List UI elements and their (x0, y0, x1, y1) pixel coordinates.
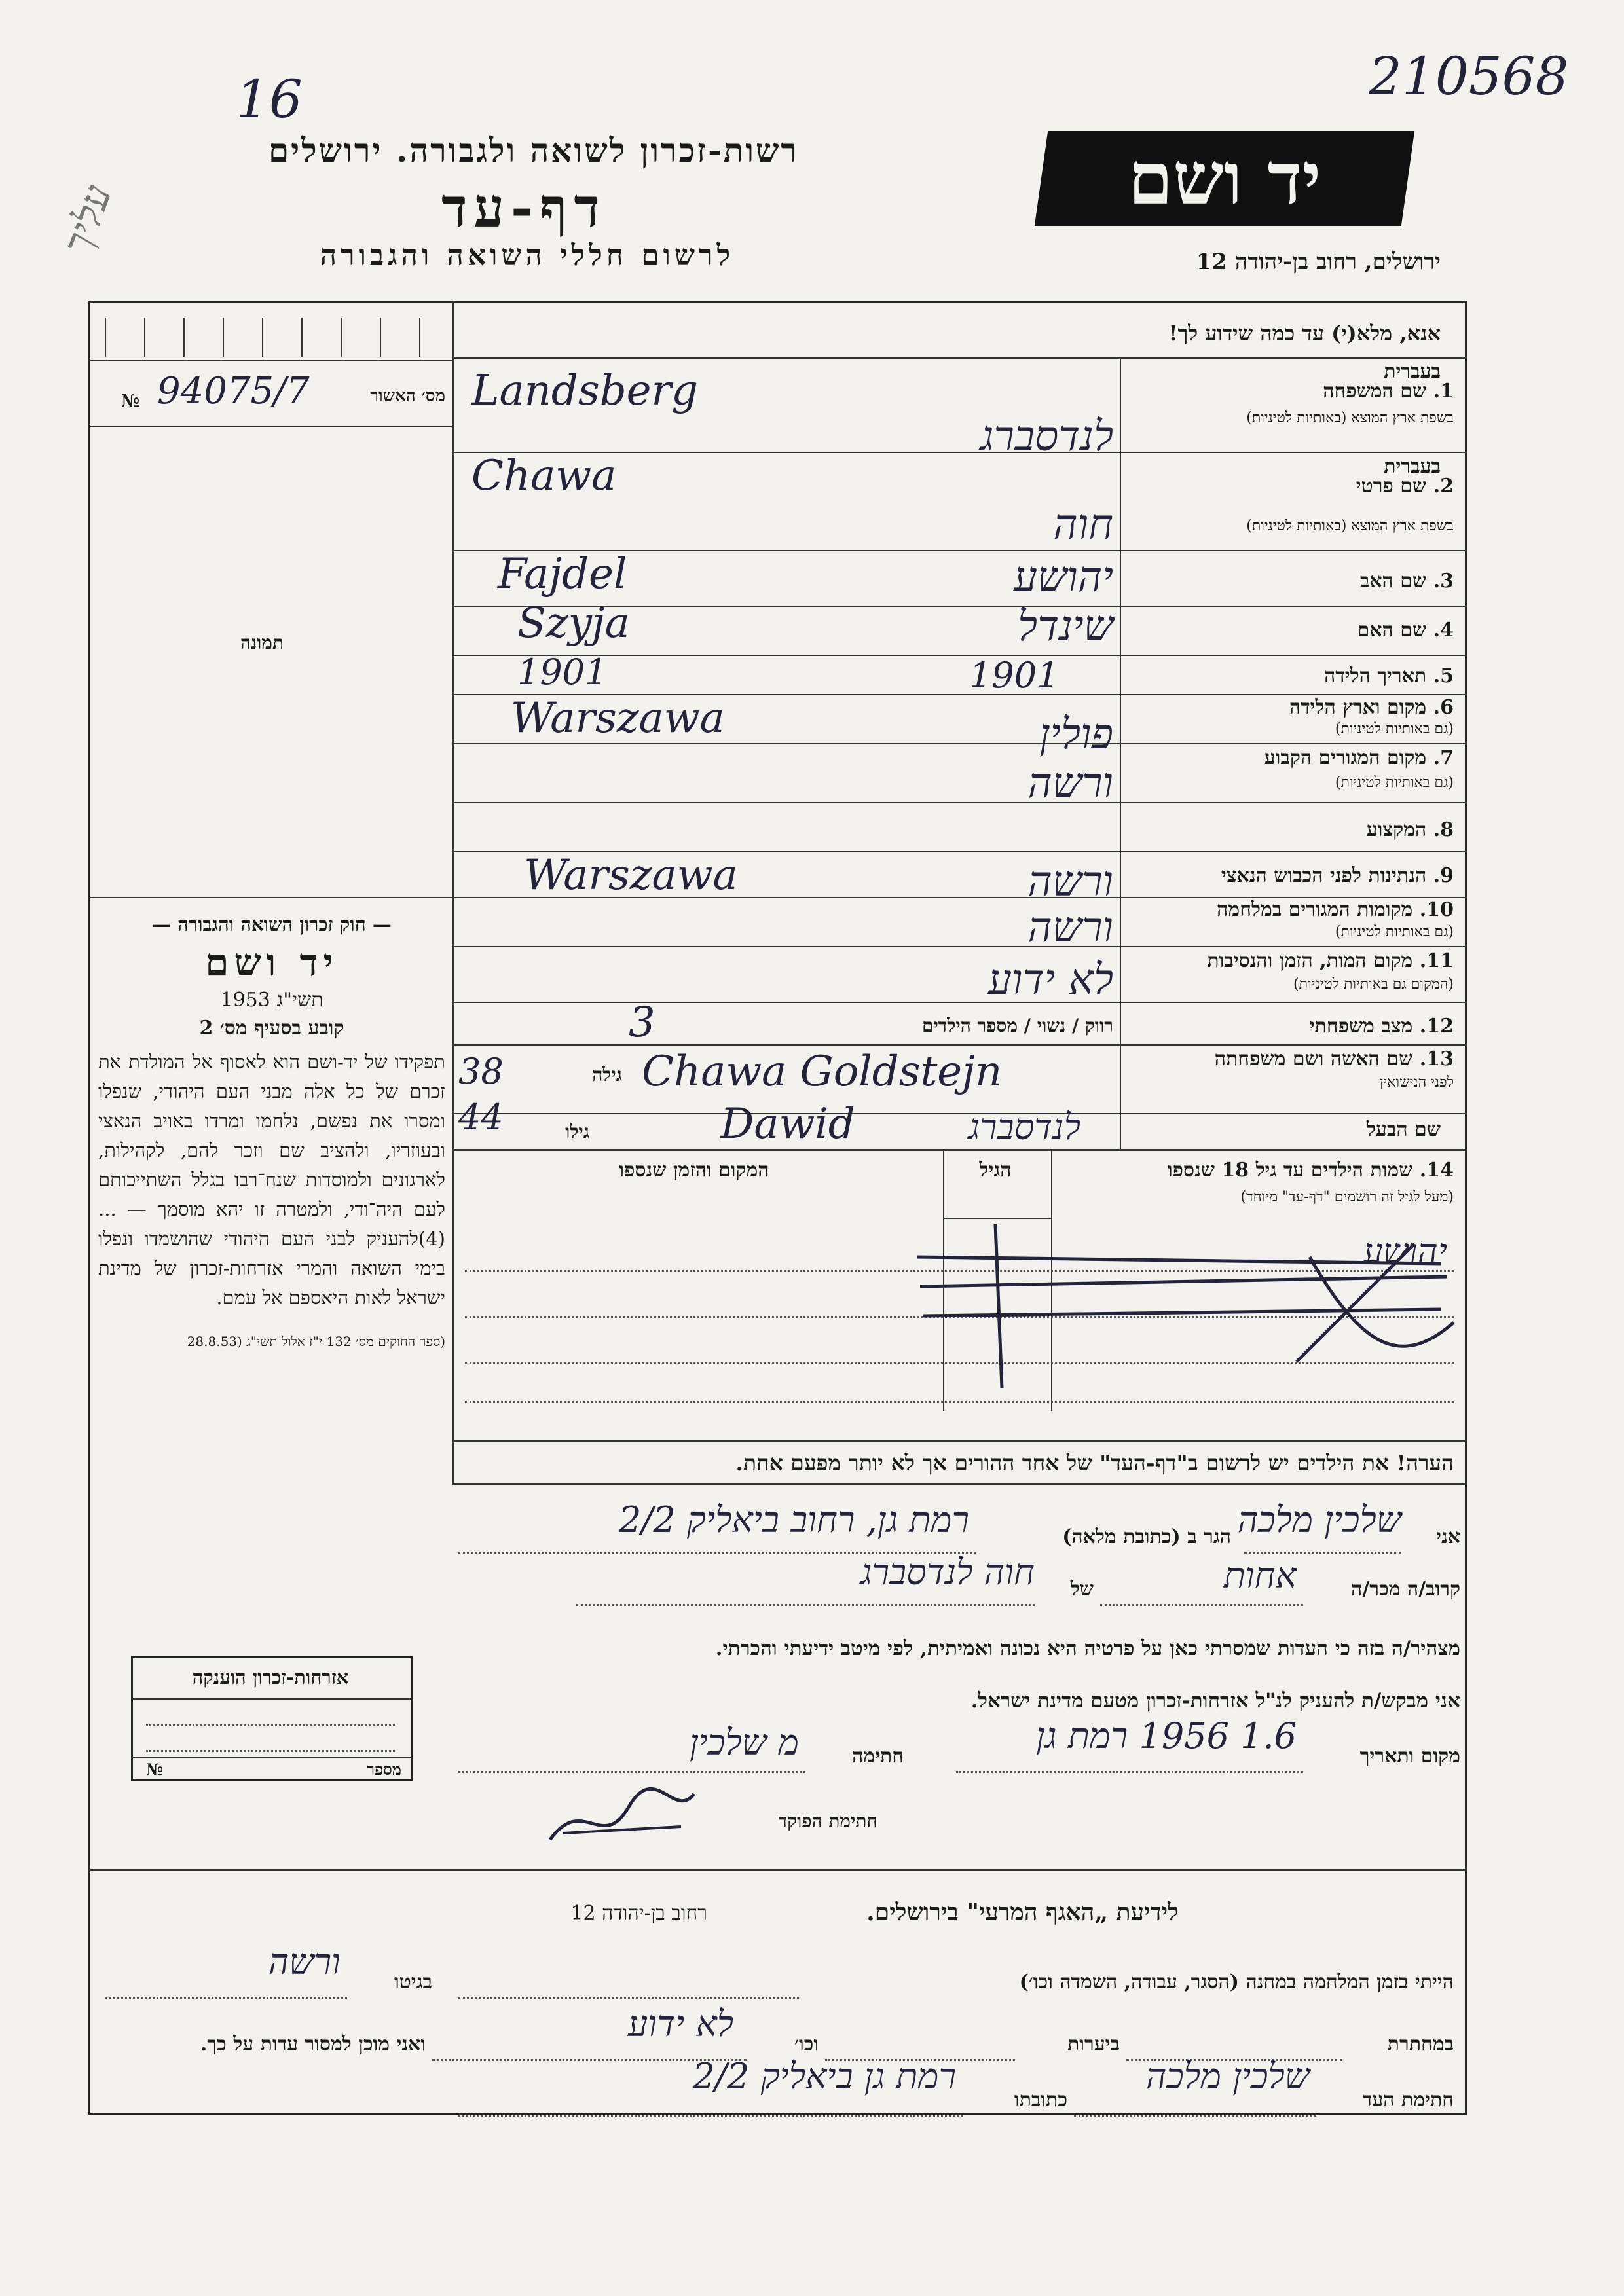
f6-hebrew: פולין (1039, 710, 1113, 759)
f6-label: 6. מקום וארץ הלידה (1289, 696, 1454, 719)
law-block (98, 913, 445, 1351)
f2-heb-tag: בעברית (1384, 455, 1441, 478)
witness-addr-label: כתובתו (1014, 2088, 1067, 2111)
witness-label: חתימת העד (1362, 2088, 1454, 2111)
officer-sign-label: חתימת הפוקד (778, 1810, 877, 1832)
f6-latin: Warszawa (511, 694, 725, 742)
children-crossout-scribble (904, 1218, 1467, 1414)
reg-value: 94075/7 (157, 370, 310, 412)
bottom-line2-end: ואני מוכן למסור עדות על כך. (200, 2033, 426, 2056)
bottom-address: רחוב בן-יהודה 12 (570, 1902, 707, 1925)
f1-hebrew: לנדסברג (980, 412, 1113, 461)
f9-latin: Warszawa (524, 851, 738, 900)
f4-latin: Szyja (517, 599, 630, 647)
f10-sub: (גם באותיות לטיניות) (1335, 924, 1454, 940)
f13-age: 38 (458, 1051, 504, 1092)
declarant-resides: הגר ב (כתובת מלאה) (1062, 1525, 1231, 1548)
reg-tick-boxes (105, 318, 445, 357)
logo-text: יד ושם (1128, 136, 1321, 221)
citizenship-title: אזרחות-זכרון הוענקה (192, 1666, 349, 1688)
law-title: — חוק זכרון השואה והגבורה — (152, 913, 392, 936)
reg-no-sign: № (121, 392, 140, 411)
request-text: אני מבקש/ת להעניק לנ"ל אזרחות-זכרון מטעם מדינת ישראל. (970, 1689, 1460, 1713)
witness-addr-value: רמת גן ביאליק 2/2 (692, 2056, 956, 2097)
f2-label: 2. שם פרטי (1356, 475, 1454, 498)
law-name: יד ושם (205, 940, 339, 985)
officer-signature (544, 1781, 701, 1853)
f4-label: 4. שם האם (1357, 619, 1454, 642)
f11-label: 11. מקום המות, הזמן והנסיבות (1207, 949, 1454, 972)
yad-vashem-logo (1035, 131, 1414, 226)
citizenship-number-label: מספר (367, 1760, 401, 1779)
address: ירושלים, רחוב בן-יהודה 12 (1196, 249, 1441, 275)
reg-label: מס׳ האשור (370, 386, 445, 406)
form-title: דף-עד (441, 177, 606, 240)
husband-value: Dawid (720, 1100, 855, 1148)
husband-label: שם הבעל (1366, 1118, 1441, 1141)
signature-label: חתימה (852, 1745, 904, 1768)
husband-age: 44 (458, 1097, 504, 1138)
f7-sub: (גם באותיות לטיניות) (1335, 774, 1454, 791)
place-date-label: מקום ותאריך (1359, 1745, 1460, 1768)
f5-hebrew: 1901 (969, 655, 1060, 696)
relation-of: של (1070, 1578, 1094, 1601)
law-year: תשי"ג 1953 (220, 989, 323, 1011)
bottom-title: לידיעת „האגף המרעי" בירושלים. (866, 1899, 1179, 1926)
photo-label: תמונה (240, 632, 284, 653)
f3-hebrew: יהושע (1013, 553, 1113, 602)
f1-latin: Landsberg (471, 367, 699, 415)
f2-latin: Chawa (471, 452, 617, 500)
husband-hebrew: לנדסברג (968, 1106, 1080, 1148)
relation-of-name: חוה לנדסברג (860, 1552, 1035, 1593)
ghetto-value: ורשה (268, 1941, 341, 1982)
declarant-name: שלכין מלכה (1237, 1499, 1401, 1540)
f9-label: 9. הנתינות לפני הכבוש הנאצי (1221, 864, 1454, 887)
f13-value: Chawa Goldstejn (642, 1048, 1003, 1096)
f13-age-label: גילה (592, 1064, 622, 1085)
f5-latin: 1901 (517, 651, 608, 693)
f7-hebrew: ורשה (1027, 759, 1113, 808)
intro-text: אנא, מלא(י) עד כמה שידוע לך! (1168, 321, 1441, 346)
form-subtitle: לרשום חללי השואה והגבורה (320, 239, 735, 272)
etc-label: וכו׳ (794, 2033, 819, 2056)
declarant-ani: אני (1436, 1525, 1460, 1548)
underground-label: במחתרת (1387, 2033, 1454, 2056)
law-ref: (ספר החוקים מס׳ 132 י"ז אלול תשי"ג (28.8.53 (187, 1334, 445, 1349)
f11-hebrew: לא ידוע (987, 956, 1113, 1004)
archive-number: 210568 (1369, 46, 1569, 107)
law-text: תפקידו של יד-ושם הוא לאסוף אל המולדת את זכרם של כל אלה מבני העם היהודי, שנפלו ומסרו את נפשם, נלחמו ומרדו באויב הנאצי ובעוזריו, ולהציב שם וזכר להם, לקהילות, לארגונים ולמוסדות שנח־רבו בגלל השתייכותם לעם היה־ודי, ולמטרה זו יהא מוסמך — ...(4)להעניק לבני העם היהודי שהושמדו ונפלו בימי השואה והמרי אזרחות-זכרון של מדינת ישראל לאות היאספם אל עמם. (98, 1051, 445, 1309)
f12-label: 12. מצב משפחתי (1309, 1015, 1454, 1038)
children-col-age: הגיל (979, 1159, 1012, 1182)
org-name: רשות-זכרון לשואה ולגבורה. ירושלים (268, 131, 799, 170)
bottom-line2-value: לא ידוע (627, 2003, 733, 2045)
relation-value: אחות (1223, 1555, 1297, 1596)
f2-sub: בשפת ארץ המוצא (באותיות לטיניות) (1246, 518, 1454, 534)
f13-label: 13. שם האשה ושם משפחתה (1214, 1048, 1454, 1070)
declare-text: מצהיר/ה בזה כי העדות שמסרתי כאן על פרטיה היא נכונה ואמיתית, לפי מיטב ידיעתי והכרתי. (715, 1637, 1460, 1660)
f4-hebrew: שינדל (1018, 602, 1113, 651)
f7-label: 7. מקום המגורים הקבוע (1264, 746, 1454, 769)
f12-printed: רווק / נשוי / מספר הילדים (921, 1015, 1113, 1036)
law-section: קובע בסעיף מס׳ 2 (199, 1017, 344, 1040)
f10-label: 10. מקומות המגורים במלחמה (1217, 898, 1454, 921)
bottom-line1-label: הייתי בזמן המלחמה במחנה (הסגר, עבודה, השמדה וכו׳) (1019, 1971, 1454, 1994)
witness-value: שלכין מלכה (1145, 2056, 1310, 2097)
f9-hebrew: ורשה (1027, 858, 1113, 906)
f3-latin: Fajdel (498, 550, 627, 598)
f1-sub: בשפת ארץ המוצא (באותיות לטיניות) (1246, 410, 1454, 426)
children-label: 14. שמות הילדים עד גיל 18 שנספו (1167, 1159, 1454, 1182)
f1-heb-tag: בעברית (1384, 360, 1441, 383)
f11-sub: (המקום גם באותיות לטיניות) (1293, 976, 1454, 993)
relation-label: קרוב/ה מכר/ה (1351, 1578, 1460, 1601)
f5-label: 5. תאריך הלידה (1324, 665, 1454, 687)
f8-label: 8. המקצוע (1366, 818, 1454, 841)
f3-label: 3. שם האב (1359, 570, 1454, 592)
citizenship-box (131, 1656, 413, 1781)
children-sub: (מעל לגיל זה רושמים "דף-עד" מיוחד) (1240, 1189, 1454, 1205)
note-text: הערה! את הילדים יש לרשום ב"דף-העד" של אחד ההורים אך לא יותר מפעם אחת. (735, 1450, 1454, 1476)
signature-value: מ שלכין (690, 1722, 799, 1763)
f6-sub: (גם באותיות לטיניות) (1335, 721, 1454, 737)
f2-hebrew: חוה (1053, 501, 1113, 549)
ghetto-label: בגיטו (394, 1971, 432, 1994)
forests-label: ביערות (1067, 2033, 1120, 2056)
f10-hebrew: ורשה (1027, 903, 1113, 952)
children-handwritten: יהושע (1363, 1231, 1447, 1272)
page-number: 16 (236, 69, 303, 130)
f1-label: 1. שם המשפחה (1323, 380, 1454, 403)
declarant-address: רמת גן, רחוב ביאליק 2/2 (618, 1499, 969, 1540)
children-col-place: המקום והזמן שנספו (619, 1159, 769, 1182)
f13-sub: לפני הנישואין (1379, 1074, 1454, 1091)
margin-note: עליך (54, 178, 121, 261)
place-date-value: 1.6 1956 רמת גן (1036, 1715, 1297, 1757)
citizenship-no: № (146, 1760, 164, 1779)
husband-age-label: גילו (565, 1121, 589, 1142)
f12-value: 3 (629, 998, 655, 1047)
